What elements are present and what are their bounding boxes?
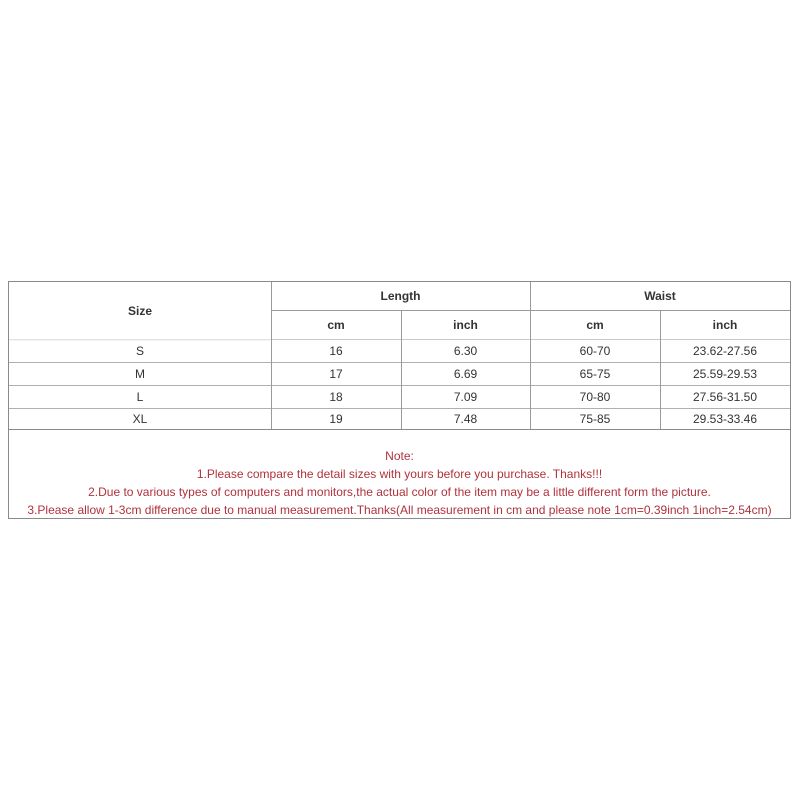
- table-cell-size: XL: [132, 412, 148, 426]
- table-cell-size: S: [135, 343, 144, 358]
- table-cell-length-cm: 18: [329, 389, 343, 404]
- size-chart: [8, 281, 791, 519]
- grid-line: [9, 429, 790, 430]
- notes-line-2: 2.Due to various types of computers and monitors,the actual color of the item may be a little different form the picture.: [88, 485, 711, 499]
- table-cell-length-inch: 7.48: [453, 412, 478, 426]
- header-length-cm: cm: [271, 310, 401, 339]
- header-waist-inch: inch: [660, 310, 790, 339]
- table-cell-size: M: [135, 366, 145, 381]
- grid-line: [9, 362, 790, 363]
- grid-line: [9, 339, 271, 341]
- table-cell-waist-cm: 75-85: [579, 412, 611, 426]
- header-length: Length: [271, 282, 530, 310]
- grid-line: [271, 282, 272, 429]
- table-cell-length-inch: 6.69: [453, 366, 478, 381]
- grid-line: [9, 385, 790, 386]
- table-cell-length-cm: 19: [329, 412, 343, 426]
- header-size: Size: [9, 282, 271, 339]
- table-cell-waist-inch: 23.62-27.56: [692, 343, 758, 358]
- grid-line: [530, 282, 531, 429]
- header-waist-cm: cm: [530, 310, 660, 339]
- table-cell-waist-cm: 60-70: [579, 343, 611, 358]
- table-cell-waist-inch: 29.53-33.46: [692, 412, 758, 426]
- grid-line: [660, 310, 661, 429]
- header-waist: Waist: [530, 282, 790, 310]
- grid-line: [401, 310, 402, 429]
- table-cell-length-inch: 7.09: [453, 389, 478, 404]
- table-cell-waist-inch: 25.59-29.53: [692, 366, 758, 381]
- table-cell-size: L: [136, 389, 144, 404]
- notes-section: [9, 447, 790, 519]
- table-cell-length-cm: 16: [329, 343, 343, 358]
- table-cell-waist-inch: 27.56-31.50: [692, 389, 758, 404]
- header-length-inch: inch: [401, 310, 530, 339]
- notes-line-3: 3.Please allow 1-3cm difference due to manual measurement.Thanks(All measurement in cm and please note 1cm=0.39inch 1inch=2.54cm): [27, 503, 772, 517]
- table-cell-length-inch: 6.30: [453, 343, 478, 358]
- grid-line: [9, 408, 790, 409]
- notes-line-1: 1.Please compare the detail sizes with yours before you purchase. Thanks!!!: [196, 467, 603, 481]
- table-cell-length-cm: 17: [329, 366, 343, 381]
- notes-title: Note:: [385, 449, 414, 463]
- table-cell-waist-cm: 65-75: [579, 366, 611, 381]
- table-cell-waist-cm: 70-80: [579, 389, 611, 404]
